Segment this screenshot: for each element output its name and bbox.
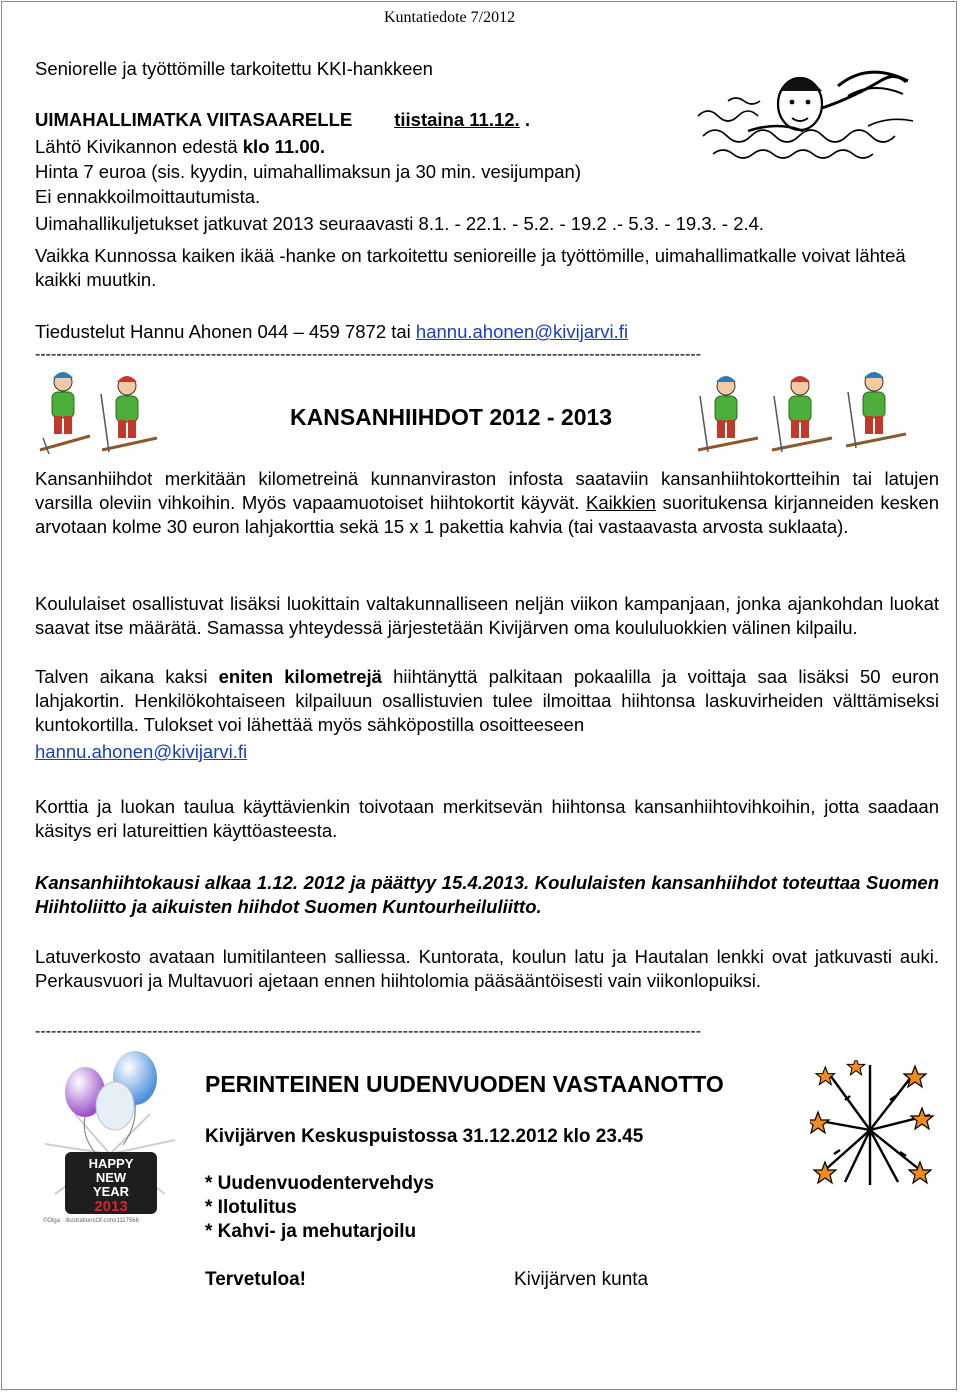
ski-paragraph-4: Korttia ja luokan taulua käyttävienkin toivotaan merkitsevän hiihtonsa kansanhiihtovihkoihin, jotta saadaan käsitys eri latureittien käyttöasteesta. — [35, 796, 939, 841]
swim-schedule: Uimahallikuljetukset jatkuvat 2013 seuraavasti 8.1. - 22.1. - 5.2. - 19.2 .- 5.3. - 19.3. - 2.4. — [35, 213, 765, 234]
swim-title-left: UIMAHALLIMATKA VIITASAARELLE — [35, 109, 353, 130]
issue-header: Kuntatiedote 7/2012 — [384, 9, 516, 26]
new-year-item-2: * Ilotulitus — [205, 1197, 297, 1218]
swim-title — [35, 109, 530, 131]
ski-paragraph-6: Latuverkosto avataan lumitilanteen salliessa. Kuntorata, koulun latu ja Hautalan lenkki ovat jatkuvasti auki. Perkausvuori ja Multavuori ajetaan ennen hiihtolomia pääsääntöisesti vain viikonlopuiksi. — [35, 946, 939, 991]
ski-paragraph-5: Kansanhiihtokausi alkaa 1.12. 2012 ja päättyy 15.4.2013. Koululaisten kansanhiihdot toteuttaa Suomen Hiihtoliitto ja aikuisten hiihdot Suomen Kuntourheiluliitto. — [35, 872, 939, 917]
badge-new: NEW — [95, 1170, 127, 1185]
swim-title-date: tiistaina 11.12. — [394, 109, 520, 130]
new-year-place: Kivijärven Keskuspuistossa 31.12.2012 klo 23.45 — [205, 1126, 644, 1147]
swim-price: Hinta 7 euroa (sis. kyydin, uimahallimaksun ja 30 min. vesijumpan) — [35, 161, 581, 182]
new-year-item-1: * Uudenvuodentervehdys — [205, 1173, 435, 1194]
skier-illustrations-left — [35, 368, 165, 458]
ski-email-line — [35, 741, 247, 763]
ski-title: KANSANHIIHDOT 2012 - 2013 — [290, 404, 613, 430]
new-year-item-3: * Kahvi- ja mehutarjoilu — [205, 1221, 417, 1242]
badge-credit: ©Olga · illustrationsOf.com/1117566 — [43, 1218, 139, 1224]
badge-number: 2013 — [94, 1198, 128, 1215]
divider-1: ----------------------------------------------------------------------------------------------------------------------------- — [35, 346, 702, 363]
divider-2: ----------------------------------------------------------------------------------------------------------------------------- — [35, 1023, 702, 1040]
ski-paragraph-1: Kansanhiihdot merkitään kilometreinä kunnanviraston infosta saataviin kansanhiihtokortteihin tai latujen varsilla oleviin vihkoihin. Myös vapaamuotoiset hiihtokortit käyvät. Kaikkien suoritukensa kirjanneiden kesken arvotaan kolme 30 euron lahjakorttia sekä 15 x 1 pakettia kahvia (tai vastaavasta arvosta suklaata). — [35, 468, 939, 537]
new-year-signature: Kivijärven kunta — [514, 1269, 649, 1290]
swim-title-dot: . — [519, 109, 530, 130]
fireworks-illustration — [810, 1060, 940, 1190]
swim-contact-email-link[interactable]: hannu.ahonen@kivijarvi.fi — [415, 321, 629, 342]
swim-no-signup: Ei ennakkoilmoittautumista. — [35, 186, 261, 207]
new-year-welcome: Tervetuloa! — [205, 1269, 307, 1290]
swim-note: Vaikka Kunnossa kaiken ikää -hanke on tarkoitettu senioreille ja työttömille, uimahallimatkalle voivat lähteä kaikki muutkin. — [35, 245, 906, 290]
ski-email-link[interactable]: hannu.ahonen@kivijarvi.fi — [35, 741, 248, 762]
ski-paragraph-3-bold: eniten kilometrejä — [218, 666, 382, 687]
swim-departure-time: klo 11.00. — [242, 136, 326, 157]
balloon-white — [96, 1082, 134, 1130]
ski-paragraph-2: Koululaiset osallistuvat lisäksi luokittain valtakunnalliseen neljän viikon kampanjaan, jonka ajankohdan luokat saavat itse määrätä. Samassa yhteydessä järjestetään Kivijärven oma koululuokkien välinen kilpailu. — [35, 593, 939, 638]
ski-paragraph-1-underlined: Kaikkien — [586, 492, 656, 513]
swim-departure: Lähtö Kivikannon edestä klo 11.00. — [35, 136, 326, 157]
skier-illustrations-right — [694, 372, 924, 458]
swim-heading: Seniorelle ja työttömille tarkoitettu KKI-hankkeen — [35, 58, 433, 79]
swim-contact: Tiedustelut Hannu Ahonen 044 – 459 7872 tai hannu.ahonen@kivijarvi.fi — [35, 321, 629, 342]
badge-happy: HAPPY — [88, 1156, 134, 1171]
new-year-title: PERINTEINEN UUDENVUODEN VASTAANOTTO — [205, 1071, 724, 1097]
swimmer-illustration — [688, 56, 928, 171]
new-year-badge — [35, 1044, 185, 1224]
ski-paragraph-3: Talven aikana kaksi eniten kilometrejä hiihtänyttä palkitaan pokaalilla ja voittaja saa lisäksi 50 euron lahjakortin. Henkilökohtaiseen kilpailuun osallistuvien tulee ilmoittaa hiihtonsa laskuvirheiden välttämiseksi kuntokortilla. Tulokset voi lähettää myös sähköpostilla osoitteeseen — [35, 666, 940, 735]
badge-year: YEAR — [92, 1184, 130, 1199]
